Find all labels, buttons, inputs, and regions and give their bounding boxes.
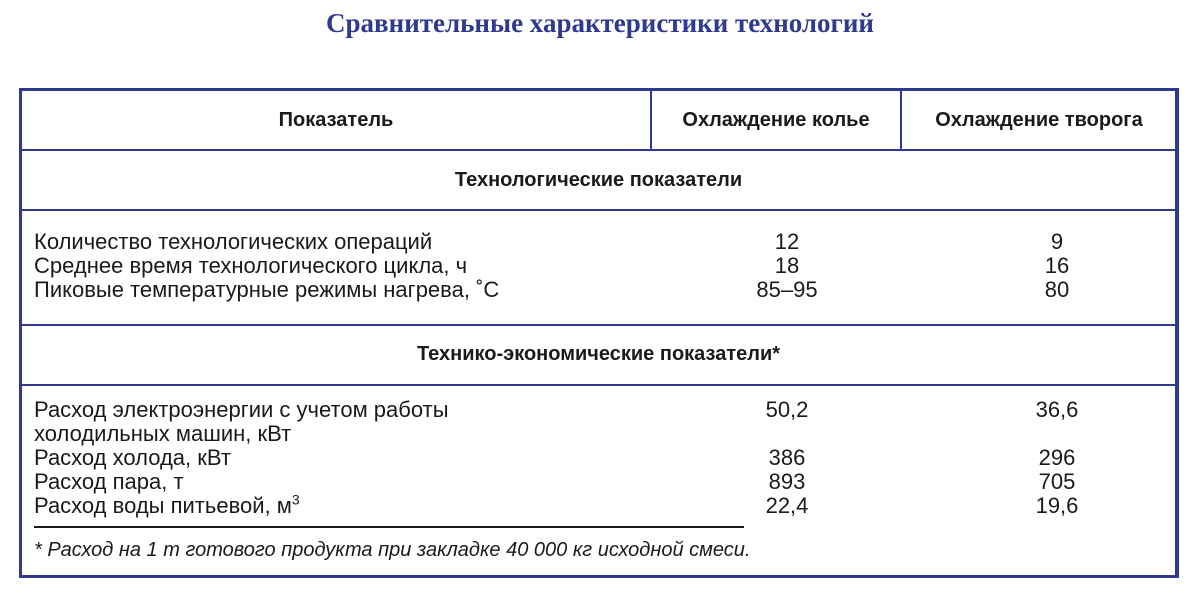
row-divider	[22, 149, 1175, 151]
value-cooling-curd: 296	[1038, 445, 1076, 470]
header-indicator: Показатель	[278, 109, 394, 131]
section-economic-title: Технико-экономические показатели*	[416, 343, 781, 365]
row-label: Расход пара, т	[34, 469, 184, 494]
value-cooling-colle: 22,4	[765, 493, 809, 518]
value-cooling-colle: 12	[774, 229, 800, 254]
value-cooling-curd: 19,6	[1035, 493, 1079, 518]
row-label-text: Расход воды питьевой, м	[34, 493, 292, 518]
table-row	[22, 491, 1175, 518]
header-cooling-colle: Охлаждение колье	[682, 109, 870, 131]
value-cooling-colle: 18	[774, 253, 800, 278]
table-row	[22, 230, 1175, 254]
row-divider	[22, 209, 1175, 211]
row-divider	[22, 324, 1175, 326]
unit-superscript: 3	[291, 491, 300, 508]
table-row	[22, 278, 1175, 302]
table-row	[22, 254, 1175, 278]
page-title: Сравнительные характеристики технологий	[326, 8, 874, 38]
table-row	[22, 422, 1175, 446]
value-cooling-curd: 16	[1044, 253, 1070, 278]
value-cooling-curd: 705	[1038, 469, 1076, 494]
table-row	[22, 470, 1175, 494]
row-label	[34, 491, 300, 518]
table-row	[22, 398, 1175, 422]
row-label: Среднее время технологического цикла, ч	[34, 253, 468, 278]
value-cooling-curd: 80	[1044, 277, 1070, 302]
header-cooling-curd: Охлаждение творога	[935, 109, 1143, 131]
table-row	[22, 446, 1175, 470]
value-cooling-colle: 893	[768, 469, 806, 494]
row-label: холодильных машин, кВт	[34, 421, 292, 446]
footnote: * Расход на 1 т готового продукта при закладке 40 000 кг исходной смеси.	[34, 539, 751, 561]
section-technological-title: Технологические показатели	[454, 169, 743, 191]
row-label: Расход электроэнергии с учетом работы	[34, 397, 449, 422]
value-cooling-curd: 9	[1050, 229, 1064, 254]
value-cooling-curd: 36,6	[1035, 397, 1079, 422]
footnote-divider	[34, 526, 744, 528]
value-cooling-colle: 50,2	[765, 397, 809, 422]
value-cooling-colle: 85–95	[756, 277, 818, 302]
row-label: Количество технологических операций	[34, 229, 433, 254]
comparison-table	[19, 88, 1179, 578]
row-divider	[22, 384, 1175, 386]
value-cooling-colle: 386	[768, 445, 806, 470]
row-label: Расход холода, кВт	[34, 445, 231, 470]
row-label: Пиковые температурные режимы нагрева, ˚С	[34, 277, 500, 302]
